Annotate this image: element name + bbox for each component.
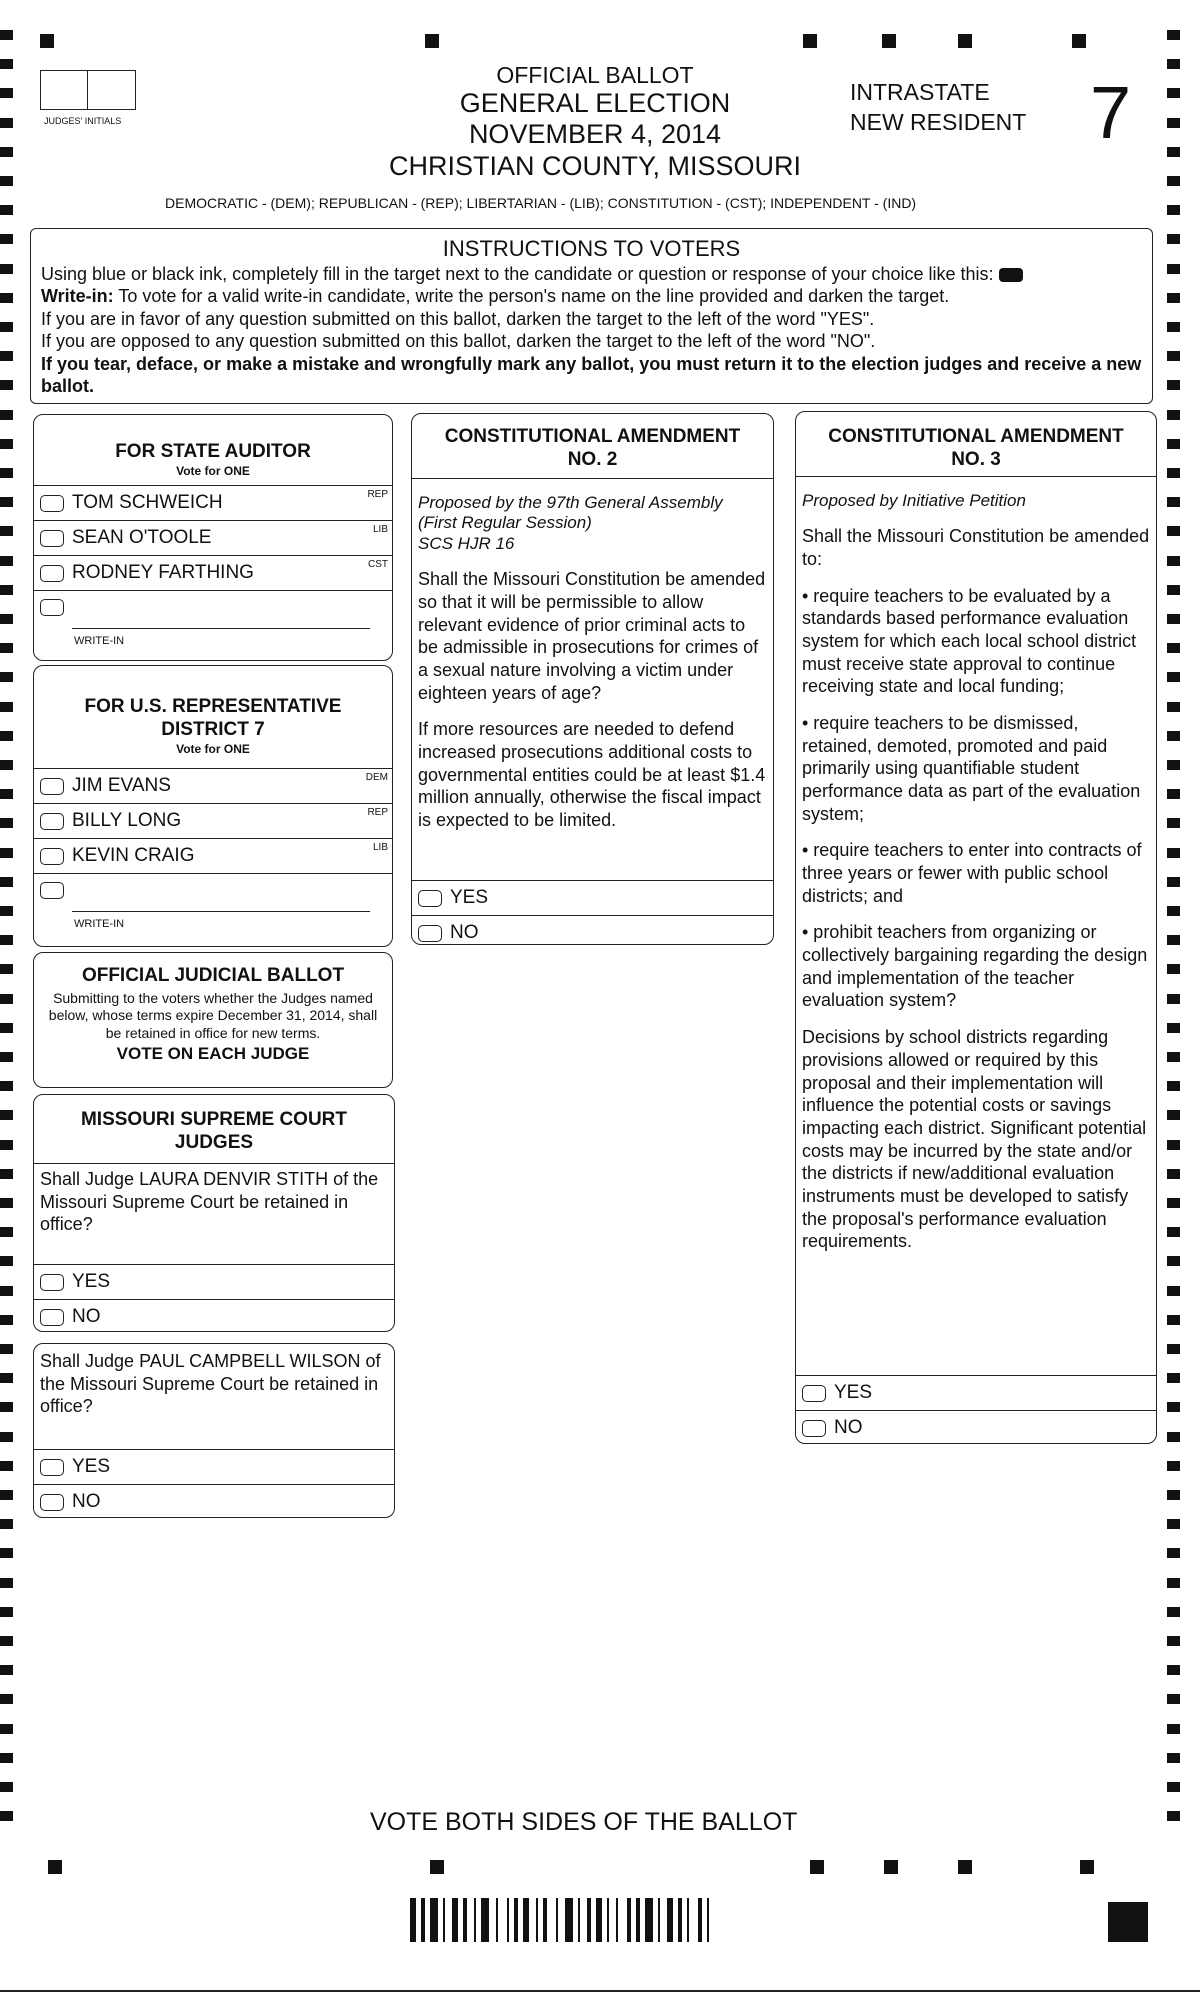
side-timing-mark: [1167, 205, 1180, 215]
side-timing-mark: [0, 147, 13, 157]
instructions-line-1: Using blue or black ink, completely fill in the target next to the candidate or question or response of your choice like this:: [41, 263, 1142, 286]
vote-target[interactable]: [40, 1309, 64, 1326]
amendment-3-fiscal: Decisions by school districts regarding provisions allowed or required by this proposal and their implementation will influence the potential costs or savings impacting each district. Significant potential costs may be incurred by the state and/or the districts if new/additional evaluation instruments must be developed to satisfy the proposal's performance evaluation requirements.: [802, 1027, 1147, 1252]
side-timing-mark: [0, 30, 13, 40]
side-timing-mark: [1167, 118, 1180, 128]
vote-target[interactable]: [40, 1459, 64, 1476]
auditor-vote-for: Vote for ONE: [176, 463, 250, 478]
side-timing-mark: [1167, 1490, 1180, 1500]
barcode-bar: [543, 1898, 547, 1942]
side-timing-mark: [0, 1461, 13, 1471]
side-timing-mark: [0, 643, 13, 653]
barcode-bar: [410, 1898, 416, 1942]
side-timing-mark: [1167, 1548, 1180, 1558]
barcode-bar: [678, 1898, 682, 1942]
barcode-bar: [536, 1898, 538, 1942]
side-timing-mark: [0, 906, 13, 916]
side-timing-mark: [1167, 439, 1180, 449]
side-timing-mark: [0, 468, 13, 478]
barcode-bar: [698, 1898, 702, 1942]
side-timing-mark: [0, 293, 13, 303]
side-timing-mark: [1167, 1461, 1180, 1471]
instructions-line-5: If you tear, deface, or make a mistake and wrongfully mark any ballot, you must return it to the election judges and receive a new ballot.: [41, 353, 1142, 396]
bottom-timing-mark: [958, 1860, 972, 1874]
supreme-court-title-1: MISSOURI SUPREME COURT: [80, 1109, 348, 1130]
bottom-timing-mark: [1080, 1860, 1094, 1874]
side-timing-mark: [1167, 410, 1180, 420]
side-timing-mark: [1167, 1432, 1180, 1442]
side-timing-mark: [0, 760, 13, 770]
side-timing-mark: [0, 1227, 13, 1237]
rep-title-2: DISTRICT 7: [161, 718, 265, 740]
rep-title-1: FOR U.S. REPRESENTATIVE: [84, 696, 342, 717]
vote-target[interactable]: [802, 1385, 826, 1402]
corner-block: [1108, 1902, 1148, 1942]
amendment-2-proposed-1: Proposed by the 97th General Assembly: [418, 493, 723, 512]
barcode: [410, 1898, 940, 1942]
side-timing-mark: [0, 1432, 13, 1442]
amendment-2-title-2: NO. 2: [567, 448, 618, 470]
side-timing-mark: [0, 1724, 13, 1734]
side-timing-mark: [1167, 1227, 1180, 1237]
side-timing-mark: [0, 1256, 13, 1266]
vote-target[interactable]: [40, 1274, 64, 1291]
side-timing-mark: [0, 818, 13, 828]
bottom-timing-mark: [810, 1860, 824, 1874]
side-timing-mark: [1167, 1753, 1180, 1763]
instructions-line-4: If you are opposed to any question submitted on this ballot, darken the target to the left of the word "NO".: [41, 331, 876, 351]
judicial-text: Submitting to the voters whether the Judges named below, whose terms expire December 31, 2014, shall be retained in office for new terms.: [48, 989, 378, 1041]
judge-2-question: Shall Judge PAUL CAMPBELL WILSON of the Missouri Supreme Court be retained in office?: [40, 1351, 381, 1417]
amendment-3-bullet: • require teachers to be evaluated by a standards based performance evaluation system for which each local school district must receive state approval to continue receiving state and local funding;: [802, 585, 1137, 697]
ballot-type-line-1: INTRASTATE: [850, 79, 990, 105]
barcode-bar: [707, 1898, 709, 1942]
amendment-2-text-1: Shall the Missouri Constitution be amended so that it will be permissible to allow relevant evidence of prior criminal acts to be admissible in prosecutions for crimes of a sexual nature involving a victim under eighteen years of age?: [418, 569, 766, 703]
vote-target[interactable]: [40, 1494, 64, 1511]
barcode-bar: [587, 1898, 591, 1942]
side-timing-mark: [0, 556, 13, 566]
us-representative-contest: [33, 665, 393, 947]
side-timing-mark: [0, 1373, 13, 1383]
side-timing-mark: [0, 1344, 13, 1354]
barcode-bar: [452, 1898, 458, 1942]
barcode-bar: [636, 1898, 640, 1942]
side-timing-mark: [0, 1548, 13, 1558]
bottom-timing-mark: [884, 1860, 898, 1874]
side-timing-mark: [1167, 643, 1180, 653]
amendment-3-no[interactable]: NO: [796, 1410, 1156, 1445]
side-timing-mark: [1167, 585, 1180, 595]
top-timing-mark: [1072, 34, 1086, 48]
barcode-bar: [481, 1898, 489, 1942]
side-timing-mark: [0, 1665, 13, 1675]
side-timing-mark: [1167, 322, 1180, 332]
auditor-title: FOR STATE AUDITOR: [115, 441, 311, 462]
amendment-3-bullet: • prohibit teachers from organizing or collectively bargaining regarding the design and implementation of the teacher evaluation system?: [802, 922, 1148, 1011]
amendment-2-no[interactable]: NO: [412, 915, 773, 950]
side-timing-mark: [0, 1694, 13, 1704]
side-timing-mark: [1167, 1315, 1180, 1325]
writein-line[interactable]: [72, 628, 370, 629]
side-timing-mark: [0, 994, 13, 1004]
side-timing-mark: [1167, 176, 1180, 186]
side-timing-mark: [1167, 760, 1180, 770]
side-timing-mark: [0, 1286, 13, 1296]
side-timing-mark: [1167, 1052, 1180, 1062]
amendment-3-yes[interactable]: YES: [796, 1375, 1156, 1410]
instructions-box: [30, 228, 1153, 404]
judge-2-no[interactable]: NO: [34, 1484, 394, 1519]
side-timing-mark: [1167, 1344, 1180, 1354]
side-timing-mark: [0, 380, 13, 390]
barcode-bar: [565, 1898, 573, 1942]
side-timing-mark: [0, 1402, 13, 1412]
side-timing-mark: [1167, 731, 1180, 741]
vote-target[interactable]: [40, 565, 64, 582]
vote-target[interactable]: [40, 778, 64, 795]
side-timing-mark: [0, 877, 13, 887]
supreme-court-title-2: JUDGES: [174, 1131, 254, 1153]
instructions-title: INSTRUCTIONS TO VOTERS: [442, 236, 741, 261]
side-timing-mark: [1167, 1198, 1180, 1208]
side-timing-mark: [1167, 1636, 1180, 1646]
candidate-row[interactable]: RODNEY FARTHING CST: [34, 555, 392, 590]
amendment-2-yes[interactable]: YES: [412, 880, 773, 915]
barcode-bar: [596, 1898, 602, 1942]
judge-2-yes[interactable]: YES: [34, 1449, 394, 1484]
side-timing-mark: [1167, 672, 1180, 682]
side-timing-mark: [1167, 1286, 1180, 1296]
side-timing-mark: [1167, 1665, 1180, 1675]
side-timing-mark: [0, 1782, 13, 1792]
vote-target[interactable]: [40, 813, 64, 830]
amendment-3-proposed: Proposed by Initiative Petition: [802, 491, 1026, 510]
barcode-bar: [645, 1898, 653, 1942]
vote-target[interactable]: [40, 530, 64, 547]
barcode-bar: [514, 1898, 518, 1942]
side-timing-mark: [1167, 1578, 1180, 1588]
side-timing-mark: [1167, 293, 1180, 303]
side-timing-mark: [1167, 1140, 1180, 1150]
candidate-row[interactable]: SEAN O'TOOLE LIB: [34, 520, 392, 555]
judicial-vote-each: VOTE ON EACH JUDGE: [116, 1044, 310, 1064]
side-timing-mark: [0, 702, 13, 712]
bottom-timing-mark: [48, 1860, 62, 1874]
side-timing-mark: [0, 1169, 13, 1179]
title-line-3: NOVEMBER 4, 2014: [468, 119, 722, 150]
side-timing-mark: [0, 848, 13, 858]
amendment-3-title-2: NO. 3: [951, 448, 1001, 470]
side-timing-mark: [0, 1607, 13, 1617]
side-timing-mark: [1167, 1811, 1180, 1821]
side-timing-mark: [1167, 1402, 1180, 1412]
writein-row[interactable]: WRITE-IN: [34, 590, 392, 649]
vote-target[interactable]: [40, 882, 64, 899]
vote-target[interactable]: [418, 890, 442, 907]
side-timing-mark: [1167, 1110, 1180, 1120]
rep-vote-for: Vote for ONE: [176, 741, 250, 756]
amendment-2-proposed-2: (First Regular Session): [418, 513, 592, 533]
vote-both-sides-notice: VOTE BOTH SIDES OF THE BALLOT: [370, 1808, 798, 1836]
barcode-bar: [556, 1898, 558, 1942]
amendment-3-intro: Shall the Missouri Constitution be amended to:: [802, 526, 1150, 570]
party-key: DEMOCRATIC - (DEM); REPUBLICAN - (REP); LIBERTARIAN - (LIB); CONSTITUTION - (CST); INDEPENDENT - (IND): [165, 195, 917, 211]
side-timing-mark: [1167, 1256, 1180, 1266]
writein-line[interactable]: [72, 911, 370, 912]
candidate-row[interactable]: KEVIN CRAIG LIB: [34, 838, 392, 873]
side-timing-mark: [1167, 789, 1180, 799]
ballot-type-line-2: NEW RESIDENT: [850, 108, 1027, 135]
side-timing-mark: [0, 935, 13, 945]
side-timing-mark: [1167, 497, 1180, 507]
vote-target[interactable]: [802, 1420, 826, 1437]
candidate-row[interactable]: TOM SCHWEICH REP: [34, 485, 392, 520]
side-timing-mark: [1167, 877, 1180, 887]
barcode-bar: [616, 1898, 618, 1942]
side-timing-mark: [0, 614, 13, 624]
side-timing-mark: [0, 731, 13, 741]
side-timing-mark: [1167, 1782, 1180, 1792]
instructions-line-3: If you are in favor of any question submitted on this ballot, darken the target to the left of the word "YES".: [41, 308, 875, 329]
side-timing-mark: [1167, 614, 1180, 624]
side-timing-mark: [0, 497, 13, 507]
writein-row[interactable]: WRITE-IN: [34, 873, 392, 932]
top-timing-mark: [958, 34, 972, 48]
side-timing-mark: [1167, 88, 1180, 98]
barcode-bar: [443, 1898, 445, 1942]
ballot-style-number: 7: [1090, 71, 1132, 154]
amendment-2-contest: [411, 413, 774, 945]
barcode-bar: [578, 1898, 580, 1942]
judge-2-contest: [33, 1343, 395, 1518]
side-timing-mark: [0, 1811, 13, 1821]
side-timing-mark: [1167, 1694, 1180, 1704]
side-timing-mark: [0, 585, 13, 595]
title-line-2: GENERAL ELECTION: [459, 88, 731, 119]
side-timing-mark: [0, 351, 13, 361]
side-timing-mark: [0, 1578, 13, 1588]
side-timing-mark: [1167, 264, 1180, 274]
barcode-bar: [667, 1898, 673, 1942]
side-timing-mark: [0, 205, 13, 215]
side-timing-mark: [1167, 468, 1180, 478]
amendment-3-bullet: • require teachers to enter into contracts of three years or fewer with public school districts; and: [802, 840, 1142, 906]
side-timing-mark: [1167, 1373, 1180, 1383]
side-timing-mark: [0, 176, 13, 186]
side-timing-mark: [0, 1519, 13, 1529]
side-timing-mark: [0, 118, 13, 128]
side-timing-mark: [1167, 234, 1180, 244]
barcode-bar: [507, 1898, 509, 1942]
top-timing-mark: [803, 34, 817, 48]
side-timing-mark: [0, 264, 13, 274]
judicial-ballot-header: [33, 952, 393, 1088]
bottom-timing-mark: [430, 1860, 444, 1874]
side-timing-mark: [1167, 147, 1180, 157]
ballot-type: [850, 78, 1026, 138]
judicial-title: OFFICIAL JUDICIAL BALLOT: [81, 965, 345, 986]
judges-initials-boxes[interactable]: [40, 70, 136, 110]
side-timing-mark: [0, 1081, 13, 1091]
barcode-bar: [430, 1898, 438, 1942]
side-timing-mark: [0, 439, 13, 449]
side-timing-mark: [0, 1315, 13, 1325]
state-auditor-contest: [33, 414, 393, 661]
side-timing-mark: [0, 1110, 13, 1120]
instructions-writein: Write-in: To vote for a valid write-in candidate, write the person's name on the line provided and darken the target.: [41, 286, 950, 306]
top-timing-mark: [425, 34, 439, 48]
barcode-bar: [658, 1898, 660, 1942]
side-timing-mark: [1167, 906, 1180, 916]
barcode-bar: [523, 1898, 529, 1942]
side-timing-mark: [0, 234, 13, 244]
side-timing-mark: [1167, 818, 1180, 828]
judge-1-no[interactable]: NO: [34, 1299, 394, 1334]
filled-target-example: [999, 268, 1023, 282]
barcode-bar: [463, 1898, 467, 1942]
side-timing-mark: [0, 672, 13, 682]
title-line-1: OFFICIAL BALLOT: [496, 62, 694, 88]
candidate-row[interactable]: BILLY LONG REP: [34, 803, 392, 838]
side-timing-mark: [1167, 1169, 1180, 1179]
side-timing-mark: [1167, 526, 1180, 536]
vote-target[interactable]: [40, 599, 64, 616]
side-timing-mark: [0, 1052, 13, 1062]
vote-target[interactable]: [40, 848, 64, 865]
barcode-bar: [607, 1898, 609, 1942]
side-timing-mark: [0, 1023, 13, 1033]
barcode-bar: [421, 1898, 425, 1942]
side-timing-mark: [0, 789, 13, 799]
judge-1-yes[interactable]: YES: [34, 1264, 394, 1299]
side-timing-mark: [0, 1140, 13, 1150]
vote-target[interactable]: [418, 925, 442, 942]
ballot-title: [330, 62, 860, 182]
candidate-row[interactable]: JIM EVANS DEM: [34, 768, 392, 803]
side-timing-mark: [0, 964, 13, 974]
side-timing-mark: [1167, 994, 1180, 1004]
title-line-4: CHRISTIAN COUNTY, MISSOURI: [388, 150, 802, 181]
barcode-bar: [687, 1898, 689, 1942]
side-timing-mark: [1167, 1607, 1180, 1617]
side-timing-mark: [1167, 702, 1180, 712]
vote-target[interactable]: [40, 495, 64, 512]
side-timing-mark: [1167, 964, 1180, 974]
top-timing-mark: [882, 34, 896, 48]
amendment-2-title-1: CONSTITUTIONAL AMENDMENT: [444, 426, 741, 447]
barcode-bar: [474, 1898, 476, 1942]
side-timing-mark: [1167, 1023, 1180, 1033]
side-timing-mark: [0, 88, 13, 98]
side-timing-mark: [1167, 1519, 1180, 1529]
side-timing-mark: [0, 1636, 13, 1646]
supreme-court-contest: [33, 1094, 395, 1332]
side-timing-mark: [0, 1753, 13, 1763]
judge-1-question: Shall Judge LAURA DENVIR STITH of the Missouri Supreme Court be retained in office?: [40, 1169, 379, 1235]
bottom-rule: [0, 1990, 1200, 1992]
side-timing-mark: [1167, 1724, 1180, 1734]
side-timing-mark: [1167, 351, 1180, 361]
side-timing-mark: [1167, 380, 1180, 390]
side-timing-mark: [0, 59, 13, 69]
amendment-3-bullet: • require teachers to be dismissed, retained, demoted, promoted and paid primarily using quantifiable student performance data as part of the evaluation system;: [802, 713, 1141, 824]
amendment-3-title-1: CONSTITUTIONAL AMENDMENT: [828, 426, 1124, 447]
side-timing-mark: [1167, 935, 1180, 945]
side-timing-mark: [1167, 30, 1180, 40]
side-timing-mark: [0, 1198, 13, 1208]
top-timing-mark: [40, 34, 54, 48]
side-timing-mark: [0, 526, 13, 536]
side-timing-mark: [1167, 1081, 1180, 1091]
barcode-bar: [627, 1898, 631, 1942]
side-timing-mark: [0, 322, 13, 332]
amendment-2-text-2: If more resources are needed to defend increased prosecutions additional costs to governmental entities could be at least $1.4 million annually, otherwise the fiscal impact is expected to be limited.: [418, 719, 766, 830]
judges-initials-label: JUDGES' INITIALS: [44, 116, 122, 126]
side-timing-mark: [0, 1490, 13, 1500]
side-timing-mark: [0, 410, 13, 420]
side-timing-mark: [1167, 848, 1180, 858]
amendment-2-proposed-3: SCS HJR 16: [418, 533, 515, 553]
amendment-3-contest: [795, 411, 1157, 1444]
side-timing-mark: [1167, 556, 1180, 566]
side-timing-mark: [1167, 59, 1180, 69]
barcode-bar: [496, 1898, 498, 1942]
